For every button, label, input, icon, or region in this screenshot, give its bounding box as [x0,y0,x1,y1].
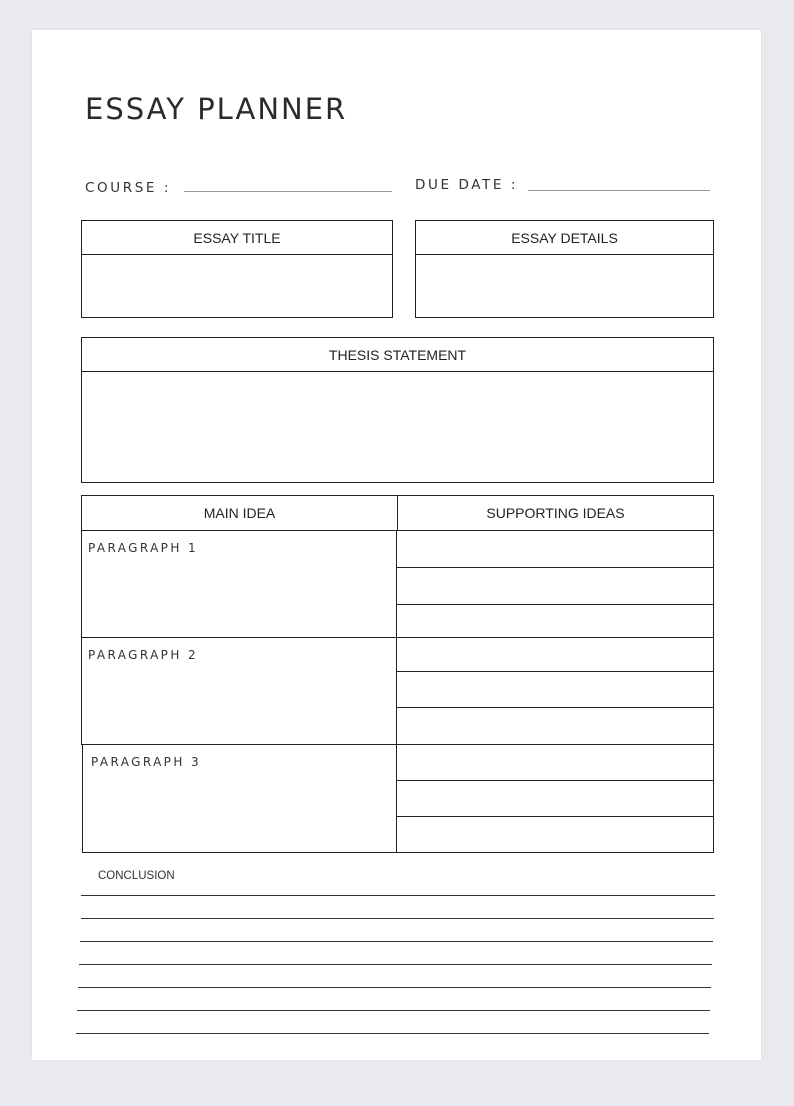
conclusion-line[interactable] [76,1033,709,1034]
paragraph-3-support-2[interactable] [396,780,714,817]
essay-title-box [81,220,393,318]
conclusion-line[interactable] [81,918,714,919]
paragraph-2-label: PARAGRAPH 2 [88,648,198,662]
essay-title-input-area[interactable] [82,255,392,317]
paragraph-1-support-3[interactable] [396,604,714,638]
conclusion-label: CONCLUSION [98,870,175,882]
paragraph-3-support-3[interactable] [396,816,714,853]
conclusion-line[interactable] [79,964,712,965]
paragraph-1-label: PARAGRAPH 1 [88,541,198,555]
course-label: COURSE : [85,180,172,196]
paragraph-1-main-idea[interactable] [81,530,397,638]
paragraph-2-support-2[interactable] [396,671,714,708]
supporting-ideas-header-cell [397,495,714,531]
conclusion-line[interactable] [81,895,715,896]
paragraph-3-label: PARAGRAPH 3 [91,755,201,769]
planner-sheet [32,30,761,1060]
essay-details-input-area[interactable] [416,255,713,317]
conclusion-line[interactable] [80,941,713,942]
paragraph-3-support-1[interactable] [396,744,714,781]
paragraph-2-support-3[interactable] [396,707,714,745]
paragraph-1-support-2[interactable] [396,567,714,605]
conclusion-line[interactable] [77,1010,710,1011]
paragraph-1-support-1[interactable] [396,530,714,568]
paragraph-3-main-idea[interactable] [82,744,397,853]
paragraph-2-main-idea[interactable] [81,637,397,745]
thesis-statement-box [81,337,714,483]
main-idea-header: MAIN IDEA [203,505,276,521]
course-field[interactable] [184,191,392,192]
thesis-statement-header: THESIS STATEMENT [82,338,713,372]
essay-title-header: ESSAY TITLE [82,221,392,255]
essay-details-header: ESSAY DETAILS [416,221,713,255]
page-title: ESSAY PLANNER [85,92,348,126]
conclusion-line[interactable] [78,987,711,988]
essay-details-box [415,220,714,318]
thesis-statement-input-area[interactable] [82,372,713,482]
due-date-label: DUE DATE : [415,177,519,193]
due-date-field[interactable] [528,190,710,191]
main-idea-header-cell [81,495,398,531]
paragraph-2-support-1[interactable] [396,637,714,672]
supporting-ideas-header: SUPPORTING IDEAS [486,505,625,521]
